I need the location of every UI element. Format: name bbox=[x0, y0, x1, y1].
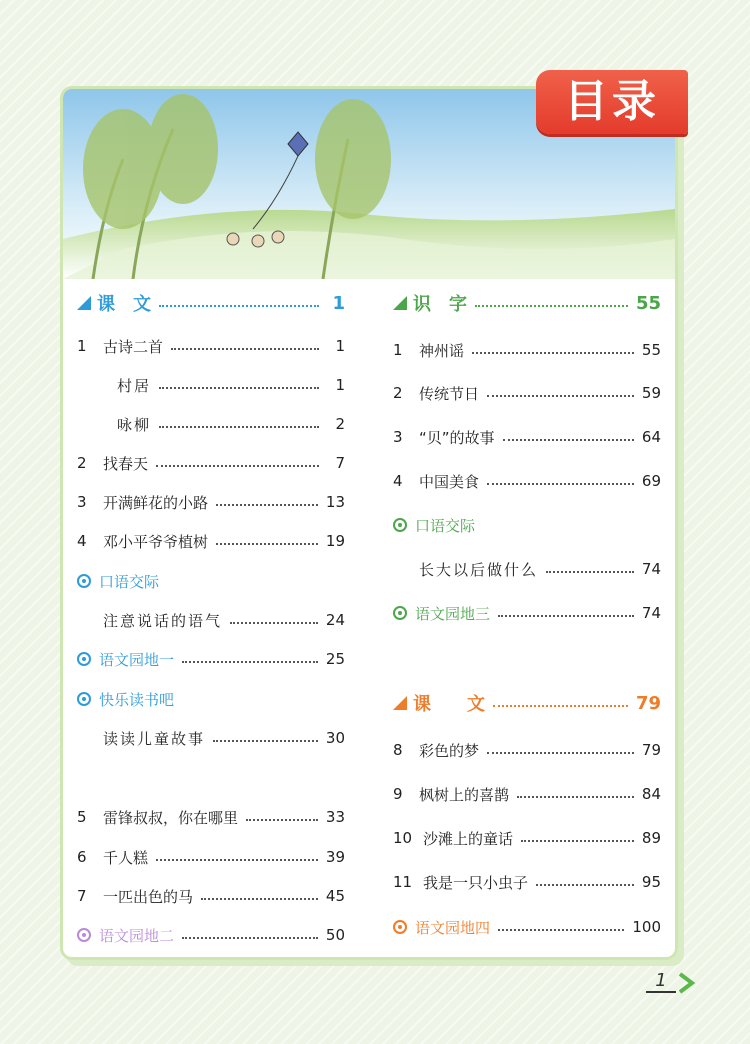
toc-entry[interactable] bbox=[77, 490, 345, 514]
toc-entry[interactable] bbox=[77, 412, 345, 436]
toc-entry[interactable] bbox=[77, 334, 345, 358]
leader-dots bbox=[156, 859, 318, 861]
lesson-number: 1 bbox=[77, 337, 87, 355]
entry-title: 语文园地一 bbox=[99, 650, 175, 669]
lesson-number: 11 bbox=[393, 873, 413, 891]
entry-title: 课 文 bbox=[97, 294, 151, 315]
entry-title: 口语交际 bbox=[415, 516, 476, 535]
page-ref: 7 bbox=[335, 454, 345, 472]
toc-entry[interactable] bbox=[77, 923, 345, 947]
page-ref: 30 bbox=[325, 729, 345, 747]
leader-dots bbox=[498, 615, 634, 617]
leader-dots bbox=[171, 348, 319, 350]
page-ref: 1 bbox=[335, 376, 345, 394]
entry-title: 神州谣 bbox=[419, 341, 465, 360]
page-ref: 50 bbox=[325, 926, 345, 944]
leader-dots bbox=[475, 305, 628, 307]
page-ref: 89 bbox=[641, 829, 661, 847]
leader-dots bbox=[159, 387, 319, 389]
lesson-number: 3 bbox=[77, 493, 87, 511]
page-ref: 59 bbox=[641, 384, 661, 402]
page-ref: 45 bbox=[325, 887, 345, 905]
lesson-number: 4 bbox=[77, 532, 87, 550]
page-ref: 69 bbox=[641, 472, 661, 490]
chevron-right-icon bbox=[678, 972, 696, 994]
entry-title: 语文园地四 bbox=[415, 918, 491, 937]
leader-dots bbox=[182, 937, 318, 939]
page-ref: 55 bbox=[641, 341, 661, 359]
bullet-circle-icon bbox=[393, 920, 407, 934]
entry-title: 古诗二首 bbox=[103, 337, 164, 356]
entry-title: 语文园地二 bbox=[99, 926, 175, 945]
leader-dots bbox=[246, 819, 318, 821]
lesson-number: 2 bbox=[77, 454, 87, 472]
leader-dots bbox=[487, 752, 634, 754]
lesson-number: 4 bbox=[393, 472, 403, 490]
section-triangle-icon bbox=[77, 296, 91, 310]
lesson-number: 10 bbox=[393, 829, 413, 847]
entry-title: 一匹出色的马 bbox=[103, 887, 194, 906]
leader-dots bbox=[156, 465, 319, 467]
toc-entry[interactable] bbox=[393, 601, 661, 625]
entry-title: 开满鲜花的小路 bbox=[103, 493, 209, 512]
leader-dots bbox=[201, 898, 318, 900]
toc-entry[interactable] bbox=[77, 291, 345, 315]
page-ref: 79 bbox=[635, 692, 661, 714]
entry-title: 语文园地三 bbox=[415, 604, 491, 623]
lesson-number: 1 bbox=[393, 341, 403, 359]
toc-entry[interactable] bbox=[77, 805, 345, 829]
entry-title: 枫树上的喜鹊 bbox=[419, 785, 510, 804]
entry-title: 长大以后做什么 bbox=[419, 560, 539, 579]
toc-entry[interactable] bbox=[77, 451, 345, 475]
page-ref: 64 bbox=[641, 428, 661, 446]
entry-title: 找春天 bbox=[103, 454, 149, 473]
page-ref: 84 bbox=[641, 785, 661, 803]
page-ref: 2 bbox=[335, 415, 345, 433]
toc-entry[interactable] bbox=[393, 738, 661, 762]
leader-dots bbox=[493, 705, 628, 707]
leader-dots bbox=[503, 439, 634, 441]
section-triangle-icon bbox=[393, 296, 407, 310]
page-ref: 25 bbox=[325, 650, 345, 668]
leader-dots bbox=[472, 352, 634, 354]
bullet-circle-icon bbox=[77, 928, 91, 942]
toc-entry[interactable] bbox=[393, 826, 661, 850]
toc-entry[interactable] bbox=[77, 726, 345, 750]
lesson-number: 9 bbox=[393, 785, 403, 803]
page-number: 1 bbox=[646, 970, 676, 993]
leader-dots bbox=[517, 796, 634, 798]
lesson-number: 8 bbox=[393, 741, 403, 759]
lesson-number: 5 bbox=[77, 808, 87, 826]
page-title: 目录 bbox=[536, 70, 688, 134]
leader-dots bbox=[521, 840, 634, 842]
lesson-number: 3 bbox=[393, 428, 403, 446]
lesson-number: 2 bbox=[393, 384, 403, 402]
leader-dots bbox=[487, 395, 634, 397]
toc-entry[interactable] bbox=[77, 884, 345, 908]
leader-dots bbox=[216, 543, 318, 545]
entry-title: 课 文 bbox=[413, 694, 485, 715]
leader-dots bbox=[230, 622, 318, 624]
entry-title: 邓小平爷爷植树 bbox=[103, 532, 209, 551]
bullet-circle-icon bbox=[393, 606, 407, 620]
toc-entry[interactable] bbox=[393, 291, 661, 315]
entry-title: 注意说话的语气 bbox=[103, 611, 223, 630]
entry-title: 传统节日 bbox=[419, 384, 480, 403]
page-ref: 19 bbox=[325, 532, 345, 550]
leader-dots bbox=[487, 483, 634, 485]
entry-title: 口语交际 bbox=[99, 572, 160, 591]
page-ref: 79 bbox=[641, 741, 661, 759]
toc-entry[interactable] bbox=[393, 870, 661, 894]
toc-entry[interactable] bbox=[393, 691, 661, 715]
toc-entry[interactable] bbox=[77, 608, 345, 632]
toc-entry[interactable] bbox=[77, 373, 345, 397]
section-triangle-icon bbox=[393, 696, 407, 710]
entry-title: 我是一只小虫子 bbox=[423, 873, 529, 892]
toc-entry[interactable] bbox=[393, 782, 661, 806]
entry-title: 沙滩上的童话 bbox=[423, 829, 514, 848]
bullet-circle-icon bbox=[77, 652, 91, 666]
page-ref: 24 bbox=[325, 611, 345, 629]
leader-dots bbox=[536, 884, 634, 886]
toc-entry[interactable] bbox=[77, 845, 345, 869]
lesson-number: 6 bbox=[77, 848, 87, 866]
page-ref: 1 bbox=[332, 292, 345, 314]
leader-dots bbox=[182, 661, 318, 663]
page-ref: 74 bbox=[641, 604, 661, 622]
toc-entry[interactable] bbox=[393, 469, 661, 493]
page-ref: 33 bbox=[325, 808, 345, 826]
leader-dots bbox=[213, 740, 318, 742]
page-ref: 1 bbox=[335, 337, 345, 355]
entry-title: “贝”的故事 bbox=[419, 428, 495, 447]
toc-entry[interactable] bbox=[393, 915, 661, 939]
page-ref: 100 bbox=[632, 918, 661, 936]
entry-title: 村居 bbox=[117, 376, 152, 395]
page-ref: 95 bbox=[641, 873, 661, 891]
entry-title: 千人糕 bbox=[103, 848, 149, 867]
toc-entry[interactable] bbox=[393, 381, 661, 405]
toc-entry[interactable] bbox=[393, 425, 661, 449]
bullet-circle-icon bbox=[77, 574, 91, 588]
lesson-number: 7 bbox=[77, 887, 87, 905]
bullet-circle-icon bbox=[77, 692, 91, 706]
page-ref: 39 bbox=[325, 848, 345, 866]
entry-title: 咏柳 bbox=[117, 415, 152, 434]
toc-entry[interactable] bbox=[77, 647, 345, 671]
leader-dots bbox=[216, 504, 318, 506]
entry-title: 识 字 bbox=[413, 294, 467, 315]
leader-dots bbox=[498, 929, 624, 931]
toc-entry[interactable] bbox=[393, 557, 661, 581]
entry-title: 彩色的梦 bbox=[419, 741, 480, 760]
leader-dots bbox=[159, 426, 319, 428]
entry-title: 快乐读书吧 bbox=[99, 690, 175, 709]
page-ref: 13 bbox=[325, 493, 345, 511]
toc-entry[interactable] bbox=[77, 529, 345, 553]
page-ref: 74 bbox=[641, 560, 661, 578]
entry-title: 雷锋叔叔，你在哪里 bbox=[103, 808, 239, 827]
toc-entry[interactable] bbox=[393, 338, 661, 362]
toc-entry[interactable] bbox=[77, 687, 345, 711]
leader-dots bbox=[546, 571, 634, 573]
page-ref: 55 bbox=[635, 292, 661, 314]
entry-title: 读读儿童故事 bbox=[103, 729, 206, 748]
entry-title: 中国美食 bbox=[419, 472, 480, 491]
bullet-circle-icon bbox=[393, 518, 407, 532]
toc-card bbox=[60, 86, 678, 960]
toc-entry[interactable] bbox=[77, 569, 345, 593]
toc-entry[interactable] bbox=[393, 513, 661, 537]
leader-dots bbox=[159, 305, 319, 307]
